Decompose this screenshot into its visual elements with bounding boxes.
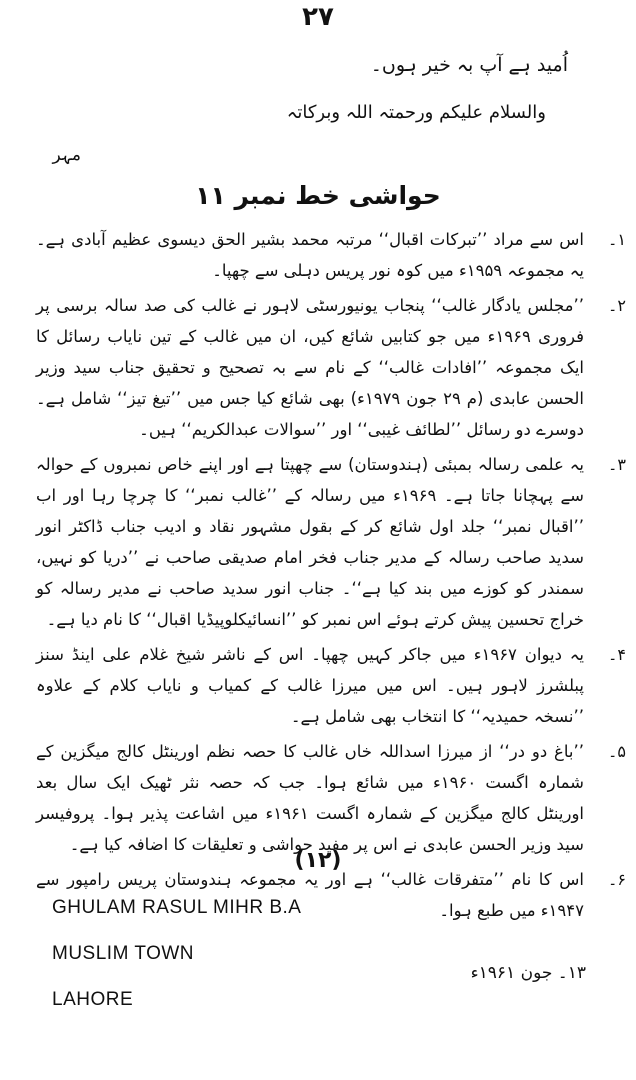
note-item: [36, 224, 626, 286]
address-area: MUSLIM TOWN: [52, 943, 195, 964]
note-text: اس سے مراد ’’تبرکات اقبال‘‘ مرتبہ محمد بشیر الحق دیسوی عظیم آبادی ہے۔ یہ مجموعہ ۱۹۵۹ء میں کوہ نور پریس دہلی سے چھپا۔: [36, 230, 584, 280]
note-text: اس کا نام ’’متفرقات غالب‘‘ ہے اور یہ مجموعہ ہندوستان پریس رامپور سے ۱۹۴۷ء میں طبع ہوا۔: [36, 870, 584, 920]
address-name: GHULAM RASUL MIHR B.A: [52, 897, 302, 918]
page-marker: (۱۲): [294, 848, 342, 873]
note-number: ۲۔: [608, 296, 626, 315]
note-number: ۴۔: [608, 645, 626, 664]
note-item: [36, 290, 626, 445]
notes-heading: حواشی خط نمبر ۱۱: [195, 181, 441, 210]
signature-name: مہر: [52, 145, 81, 165]
closing-salutation: والسلام علیکم ورحمتہ اللہ وبرکاتہ: [286, 102, 546, 123]
note-text: ’’مجلس یادگار غالب‘‘ پنجاب یونیورسٹی لاہور نے غالب کی صد سالہ برسی پر فروری ۱۹۶۹ء میں جو کتابیں شائع کیں، ان میں غالب کے تین نایاب رسائل کا ایک مجموعہ ’’افادات غالب‘‘ کے نام سے بہ تصحیح و تحقیق جناب سید وزیر الحسن عابدی (م ۲۹ جون ۱۹۷۹ء) بھی شائع کیا جس میں ’’تیغ تیز‘‘ شامل ہے۔ دوسرے دو رسائل ’’لطائف غیبی‘‘ اور ’’سوالات عبدالکریم‘‘ ہیں۔: [36, 296, 584, 439]
note-item: [36, 736, 626, 860]
note-number: ۵۔: [608, 742, 626, 761]
address-block: [52, 892, 301, 1030]
notes-list: [36, 224, 626, 930]
note-text: یہ علمی رسالہ بمبئی (ہندوستان) سے چھپتا ہے اور اپنے خاص نمبروں کے حوالہ سے پہچانا جاتا ہے۔ ۱۹۶۹ء میں رسالہ کے ’’غالب نمبر‘‘ کا چرچا رہا اور اب ’’اقبال نمبر‘‘ جلد اول شائع کر کے بقول مشہور نقاد و ادیب جناب ڈاکٹر انور سدید صاحب رسالہ کے مدیر جناب فخر امام صدیقی صاحب نے ’’دریا کو نہیں، سمندر کو کوزے میں بند کیا ہے‘‘۔ جناب انور سدید صاحب نے مدیر رسالہ کو خراج تحسین پیش کرتے ہوئے اس نمبر کو ’’انسائیکلوپیڈیا اقبال‘‘ کا نام دیا ہے۔: [36, 455, 584, 629]
note-number: ۳۔: [608, 455, 626, 474]
closing-wish: اُمید ہے آپ بہ خیر ہوں۔: [370, 54, 568, 76]
note-item: [36, 639, 626, 732]
page-number: ۲۷: [302, 2, 334, 32]
note-number: ۶۔: [608, 870, 626, 889]
note-text: یہ دیوان ۱۹۶۷ء میں جاکر کہیں چھپا۔ اس کے ناشر شیخ غلام علی اینڈ سنز پبلشرز لاہور ہیں۔ اس میں میرزا غالب کے کمیاب و نایاب کلام کے علاوہ ’’نسخہ حمیدیہ‘‘ کا انتخاب بھی شامل ہے۔: [36, 645, 584, 726]
note-text: ’’باغ دو در‘‘ از میرزا اسداللہ خاں غالب کا حصہ نظم اورینٹل کالج میگزین کے شمارہ اگست ۱۹۶۰ء میں شائع ہوا۔ جب کہ حصہ نثر ٹھیک ایک سال بعد اورینٹل کالج میگزین کے شمارہ اگست ۱۹۶۱ء میں اشاعت پذیر ہوا۔ پروفیسر سید وزیر الحسن عابدی نے اس پر مفید حواشی و تعلیقات کا اضافہ کیا ہے۔: [36, 742, 585, 854]
note-item: [36, 449, 626, 635]
address-city: LAHORE: [52, 989, 134, 1010]
letter-date: ۱۳۔ جون ۱۹۶۱ء: [470, 963, 586, 983]
note-number: ۱۔: [608, 230, 626, 249]
